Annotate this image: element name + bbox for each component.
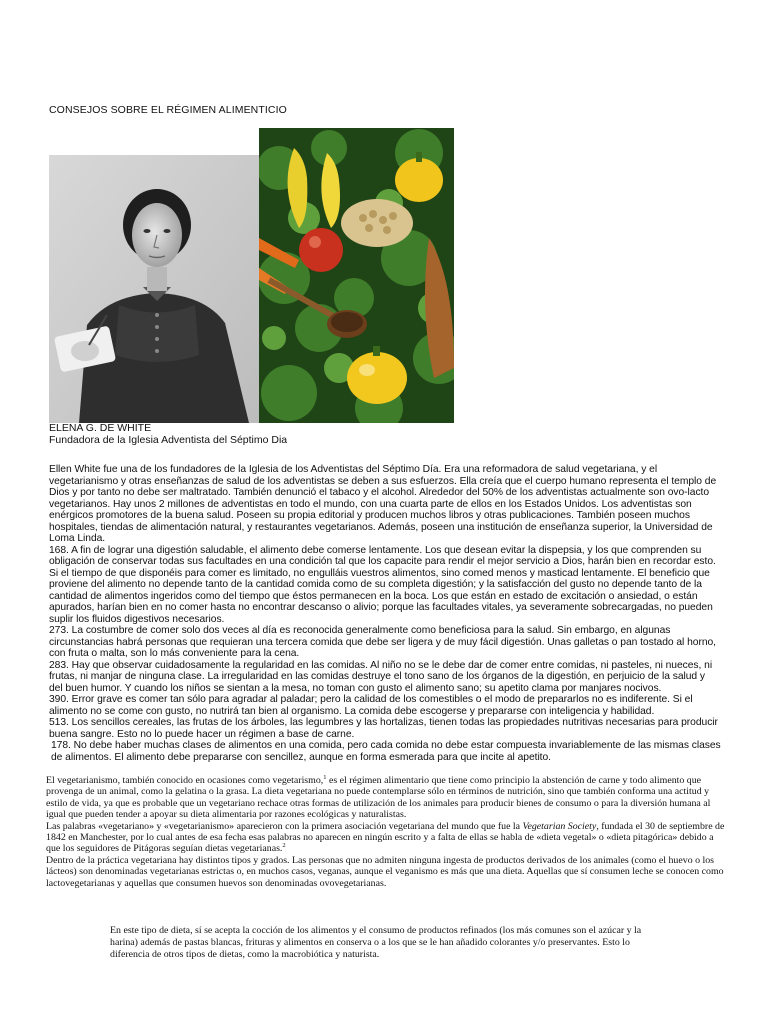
footnote-ref[interactable]: 1: [323, 774, 327, 781]
body-paragraph: 168. A fin de lograr una digestión saludable, el alimento debe comerse lentamente. Los que desean evitar la dispepsia, y los que comprenden su obligación de conservar todas sus facultades en una condición tal que los capacite para rendir el mejor servicio a Dios, harán bien en recordar esto. Si el tiempo de que disponéis para comer es limitado, no engulláis vuestros alimentos, sino comed menos y masticad lentamente. El beneficio que proviene del alimento no depende tanto de la cantidad comida como de su completa digestión; y la satisfacción del gusto no depende tanto de la cantidad de alimentos ingeridos como del tiempo que éstos permanecen en la boca. Los que están en estado de excitación o ansiedad, o están apurados, harían bien en no comer hasta no encontrar descanso o alivio; porque las facultades vitales, ya severamente sobrecargadas, no pueden suplir los fluidos digestivos necesarios.: [49, 544, 716, 625]
body-paragraph: 283. Hay que observar cuidadosamente la regularidad en las comidas. Al niño no se le debe dar de comer entre comidas, ni pasteles, ni nueces, ni frutas, ni manjar de ninguna clase. La irregularidad en las comidas destruye el tono sano de los órganos de la digestión, en perjuicio de la salud y del buen humor. Y cuando los niños se sientan a la mesa, no toman con gusto el alimento sano; su apetito clama por manjares nocivos.: [49, 659, 713, 694]
vegetables-illustration: [259, 128, 454, 423]
diet-note-text: En este tipo de dieta, sí se acepta la cocción de los alimentos y el consumo de productos refinados (los más comunes son el azúcar y la harina) además de pastas blancas, frituras y alimentos en conserva o a los que se le han añadido colorantes y/o preservantes. Esto lo diferencia de otros tipos de dietas, como la macrobiótica y naturista.: [110, 925, 642, 960]
main-body-text: [49, 464, 721, 763]
serif-text: es el régimen alimentario que tiene como principio la abstención de carne y todo alimento que provenga de un animal, como la gelatina o la grasa. La dieta vegetariana no puede contemplarse sólo en términos de nutrición, sino que también conforma una actitud y estilo de vida, ya que es probable que un vegetariano rechace otras formas de utilización de los animales para producir bienes de consumo o para la diversión humana al igual que pueden tender a apoyar su dieta alimentaria por razones ecológicas y naturalistas.: [46, 775, 711, 821]
body-paragraph: 178. No debe haber muchas clases de alimentos en una comida, pero cada comida no debe estar compuesta invariablemente de las mismas clases de alimentos. El alimento debe prepararse con sencillez, aunque en forma esmerada para que incite al apetito.: [51, 740, 721, 763]
body-paragraph: Ellen White fue una de los fundadores de la Iglesia de los Adventistas del Séptimo Día. Era una reformadora de salud vegetariana, y el vegetarianismo y otras enseñanzas de salud de los adventistas se deben a sus esfuerzos. Ella creía que el cuerpo humano representa el templo de Dios y por tanto no debe ser maltratado. También denunció el tabaco y el alcohol. Alrededor del 50% de los adventistas actualmente son ovo-lacto vegetarianos. Hay unos 2 millones de adventistas en todo el mundo, con una cuarta parte de ellos en los Estados Unidos. Los adventistas son enérgicos promotores de la buena salud. Poseen su propia editorial y producen muchos libros y otras publicaciones. También poseen muchos hospitales, tiendas de alimentación natural, y restaurantes vegetarianos. Además, poseen una institución de enseñanza superior, la Universidad de Loma Linda.: [49, 464, 717, 544]
body-paragraph: 273. La costumbre de comer solo dos veces al día es reconocida generalmente como beneficiosa para la salud. Sin embargo, en algunas circunstancias habrá personas que requieran una tercera comida que debe ser ligera y de muy fácil digestión. Unas galletas o pan tostado al horno, con fruta o malta, son lo más conveniente para la cena.: [49, 625, 716, 659]
body-paragraph: 513. Los sencillos cereales, las frutas de los árboles, las legumbres y las hortalizas, tienen todas las propiedades nutritivas necesarias para producir buena sangre. Esto no lo puede hacer un régimen a base de carne.: [49, 717, 718, 740]
diet-note: [110, 925, 670, 961]
serif-paragraph: Dentro de la práctica vegetariana hay distintos tipos y grados. Las personas que no admiten ninguna ingesta de productos derivados de los animales (como el huevo o los lácteos) son denominadas vegetarianas estrictas o, en muchos casos, veganas, aunque el veganismo es más que una dieta. Aquellas que sí consumen leche se conocen como lactovegetarianas y aquellas que consumen huevos son denominadas ovovegetarianas.: [46, 854, 724, 889]
society-name: Vegetarian Society: [522, 820, 597, 832]
serif-text: El vegetarianismo, también conocido en ocasiones como vegetarismo,: [46, 775, 324, 786]
vegetables-photo: [259, 128, 454, 423]
photo-caption: [49, 422, 287, 446]
portrait-illustration: [49, 155, 261, 423]
serif-paragraph: [46, 775, 726, 821]
page-title: CONSEJOS SOBRE EL RÉGIMEN ALIMENTICIO: [49, 104, 287, 116]
footnote-ref[interactable]: 2: [282, 842, 286, 850]
vegetarianism-section: [46, 775, 726, 889]
serif-text: , fundada el 30 de septiembre de 1842 en Manchester, por lo cual antes de esa fecha esas palabras no aparecen en ningún escrito y a falta de ellas se habla de «dieta vegetal» o «dieta pitagórica» debido a que los seguidores de Pitágoras seguían dietas vegetarianas.: [46, 820, 725, 855]
portrait-photo: [49, 155, 261, 423]
body-paragraph: 390. Error grave es comer tan sólo para agradar al paladar; pero la calidad de los comestibles o el modo de prepararlos no es indiferente. Si el alimento no se come con gusto, no nutrirá tan bien al organismo. La comida debe escogerse y prepararse con inteligencia y habilidad.: [49, 694, 693, 717]
caption-name: ELENA G. DE WHITE: [49, 422, 152, 434]
caption-role: Fundadora de la Iglesia Adventista del Séptimo Dia: [49, 434, 288, 446]
serif-text: Las palabras «vegetariano» y «vegetarianismo» aparecieron con la primera asociación vegetariana del mundo que fue la: [46, 820, 523, 832]
serif-paragraph: [46, 821, 726, 855]
